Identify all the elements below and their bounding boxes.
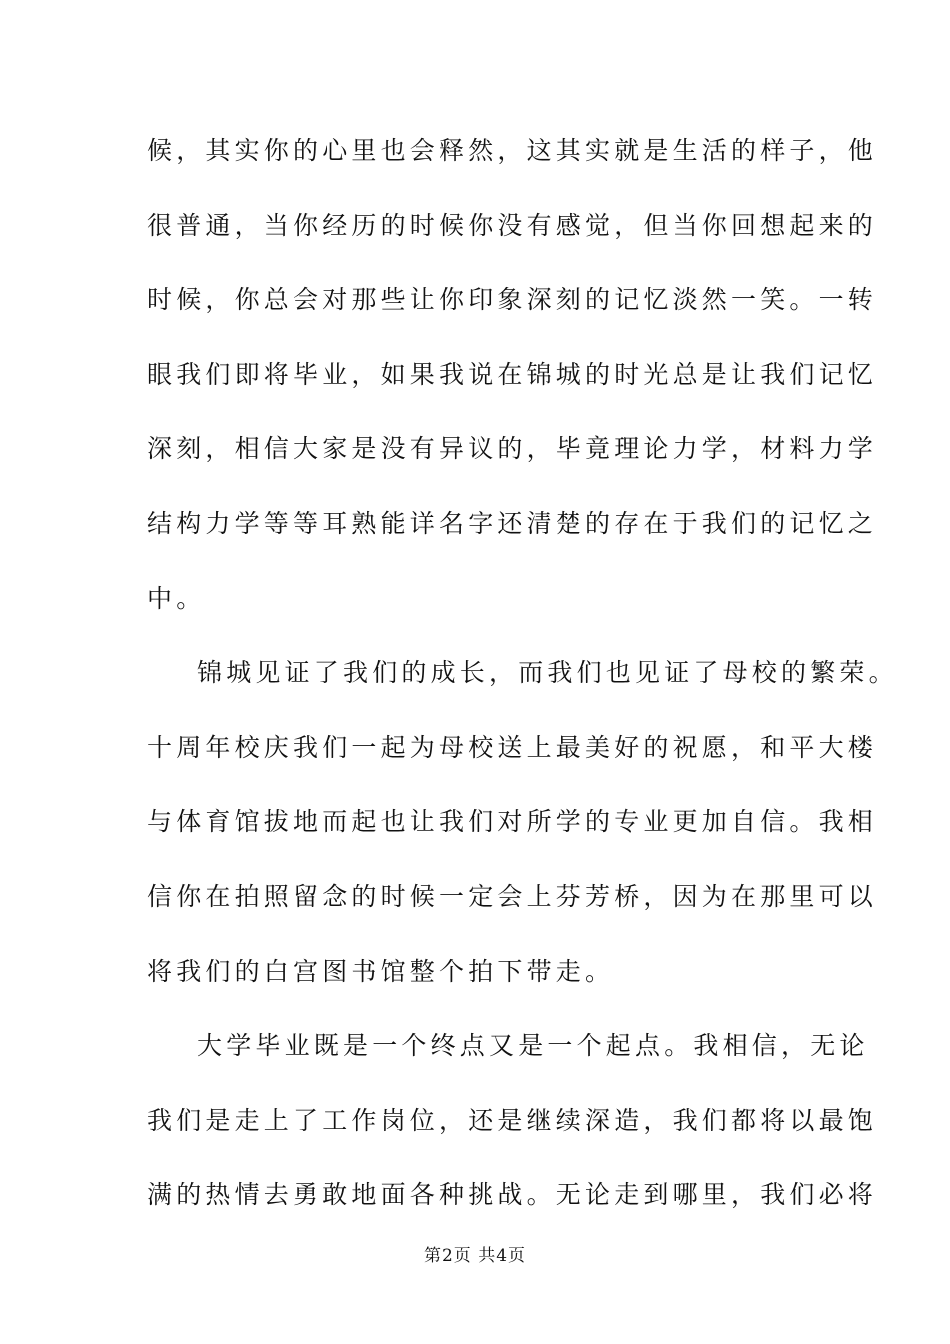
text-line-5: 深刻，相信大家是没有异议的，毕竟理论力学，材料力学 (147, 434, 878, 464)
text-line-15: 满的热情去勇敢地面各种挑战。无论走到哪里，我们必将 (147, 1180, 878, 1210)
text-line-3: 时候，你总会对那些让你印象深刻的记忆淡然一笑。一转 (147, 285, 878, 315)
body-text (147, 131, 898, 1250)
text-line-12: 将我们的白宫图书馆整个拍下带走。 (147, 956, 615, 986)
text-line-14: 我们是走上了工作岗位，还是继续深造，我们都将以最饱 (147, 1105, 878, 1135)
text-line-13: 大学毕业既是一个终点又是一个起点。我相信，无论 (197, 1031, 869, 1061)
text-line-1: 候，其实你的心里也会释然，这其实就是生活的样子，他 (147, 136, 878, 165)
text-line-10: 与体育馆拔地而起也让我们对所学的专业更加自信。我相 (147, 807, 878, 837)
text-line-2: 很普通，当你经历的时候你没有感觉，但当你回想起来的 (147, 210, 878, 240)
text-line-11: 信你在拍照留念的时候一定会上芬芳桥，因为在那里可以 (147, 881, 878, 911)
text-line-9: 十周年校庆我们一起为母校送上最美好的祝愿，和平大楼 (147, 732, 878, 762)
text-line-6: 结构力学等等耳熟能详名字还清楚的存在于我们的记忆之 (147, 508, 878, 538)
text-line-4: 眼我们即将毕业，如果我说在锦城的时光总是让我们记忆 (147, 359, 878, 389)
page-number-footer: 第2页 共4页 (423, 1246, 527, 1266)
text-line-7: 中。 (147, 583, 206, 613)
text-line-8: 锦城见证了我们的成长，而我们也见证了母校的繁荣。 (197, 658, 898, 688)
